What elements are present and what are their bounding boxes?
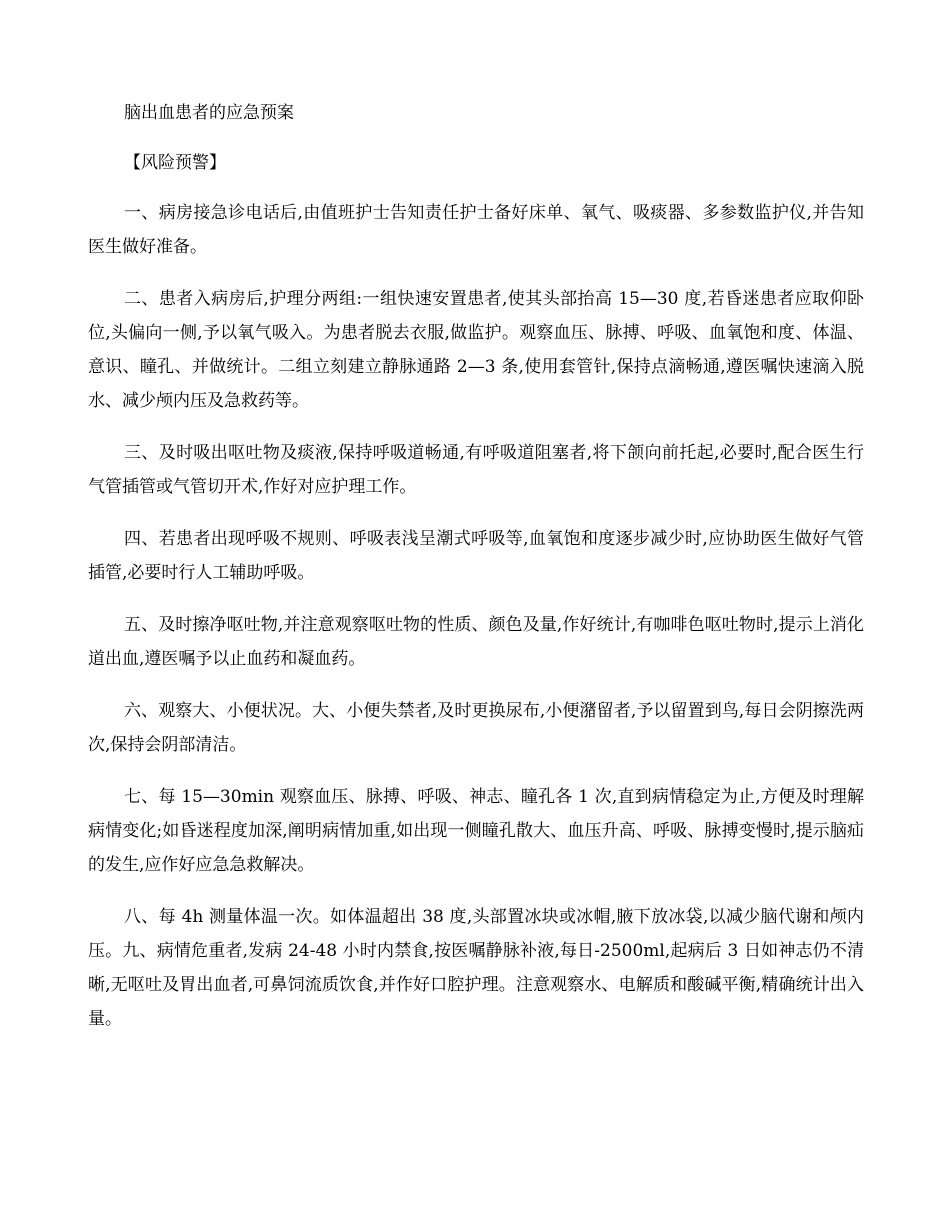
paragraph-2: 二、患者入病房后,护理分两组:一组快速安置患者,使其头部抬高 15—30 度,若昏迷患者应取仰卧位,头偏向一侧,予以氧气吸入。为患者脱去衣服,做监护。观察血压、脉搏、呼吸、血氧饱和度、体温、意识、瞳孔、并做统计。二组立刻建立静脉通路 2—3 条,使用套管针,保持点滴畅通,遵医嘱快速滴入脱水、减少颅内压及急救药等。 <box>88 289 864 411</box>
paragraph-5: 五、及时擦净呕吐物,并注意观察呕吐物的性质、颜色及量,作好统计,有咖啡色呕吐物时,提示上消化道出血,遵医嘱予以止血药和凝血药。 <box>88 615 864 669</box>
section-heading: 【风险预警】 <box>124 153 226 173</box>
paragraph-6: 六、观察大、小便状况。大、小便失禁者,及时更换尿布,小便潴留者,予以留置到鸟,每日会阴擦洗两次,保持会阴部清洁。 <box>88 701 864 755</box>
paragraph-4: 四、若患者出现呼吸不规则、呼吸表浅呈潮式呼吸等,血氧饱和度逐步减少时,应协助医生做好气管插管,必要时行人工辅助呼吸。 <box>88 529 864 583</box>
document-body <box>88 96 864 1054</box>
paragraph-3: 三、及时吸出呕吐物及痰液,保持呼吸道畅通,有呼吸道阻塞者,将下颌向前托起,必要时,配合医生行气管插管或气管切开术,作好对应护理工作。 <box>88 443 864 497</box>
paragraph-8: 八、每 4h 测量体温一次。如体温超出 38 度,头部置冰块或冰帽,腋下放冰袋,以减少脑代谢和颅内压。九、病情危重者,发病 24-48 小时内禁食,按医嘱静脉补液,每日-2500ml,起病后 3 日如神志仍不清晰,无呕吐及胃出血者,可鼻饲流质饮食,并作好口腔护理。注意观察水、电解质和酸碱平衡,精确统计出入量。 <box>88 907 864 1029</box>
paragraph-1: 一、病房接急诊电话后,由值班护士告知责任护士备好床单、氧气、吸痰器、多参数监护仪,并告知医生做好准备。 <box>88 203 864 257</box>
paragraph-7: 七、每 15—30min 观察血压、脉搏、呼吸、神志、瞳孔各 1 次,直到病情稳定为止,方便及时理解病情变化;如昏迷程度加深,阐明病情加重,如出现一侧瞳孔散大、血压升高、呼吸、脉搏变慢时,提示脑疝的发生,应作好应急急救解决。 <box>88 787 864 875</box>
document-title: 脑出血患者的应急预案 <box>124 103 294 123</box>
